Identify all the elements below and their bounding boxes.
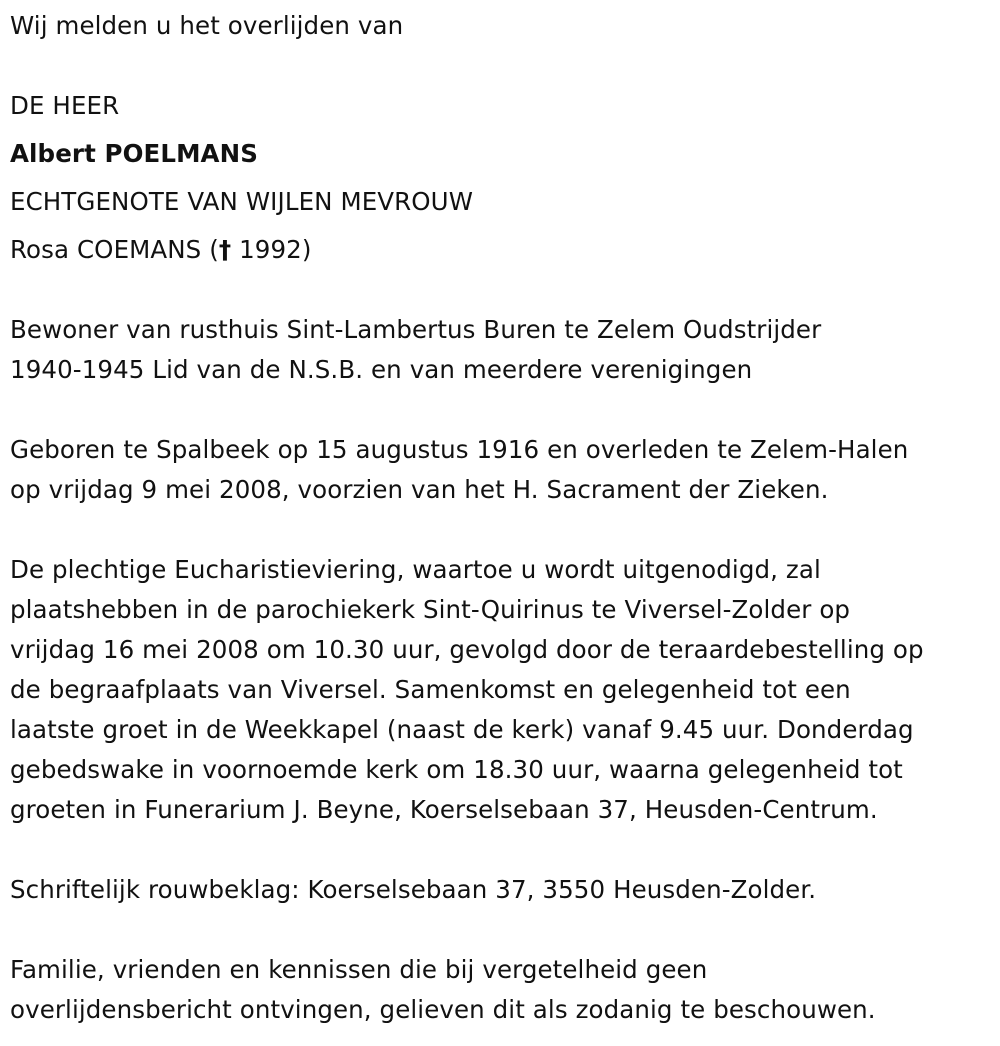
ceremony-line-2: plaatshebben in de parochiekerk Sint-Quirinus te Viversel-Zolder op <box>10 595 851 624</box>
ceremony-line-1: De plechtige Eucharistieviering, waartoe u wordt uitgenodigd, zal <box>10 555 821 584</box>
ceremony-line-3: vrijdag 16 mei 2008 om 10.30 uur, gevolgd door de teraardebestelling op <box>10 635 924 664</box>
ceremony-line-7: groeten in Funerarium J. Beyne, Koerselsebaan 37, Heusden-Centrum. <box>10 795 878 824</box>
closing-line-1: Familie, vrienden en kennissen die bij vergetelheid geen <box>10 955 708 984</box>
spouse-line <box>10 230 312 270</box>
cross-icon: † <box>218 235 232 264</box>
residence-line-1: Bewoner van rusthuis Sint-Lambertus Buren te Zelem Oudstrijder <box>10 315 822 344</box>
ceremony-line-5: laatste groet in de Weekkapel (naast de kerk) vanaf 9.45 uur. Donderdag <box>10 715 914 744</box>
closing-line-2: overlijdensbericht ontvingen, gelieven dit als zodanig te beschouwen. <box>10 995 876 1024</box>
residence-line-2: 1940-1945 Lid van de N.S.B. en van meerdere verenigingen <box>10 355 753 384</box>
birth-death-line-1: Geboren te Spalbeek op 15 augustus 1916 en overleden te Zelem-Halen <box>10 435 909 464</box>
birth-death-line-2: op vrijdag 9 mei 2008, voorzien van het H. Sacrament der Zieken. <box>10 475 829 504</box>
condolence-address: Schriftelijk rouwbeklag: Koerselsebaan 37, 3550 Heusden-Zolder. <box>10 875 817 904</box>
ceremony-line-6: gebedswake in voornoemde kerk om 18.30 uur, waarna gelegenheid tot <box>10 755 903 784</box>
honorific: DE HEER <box>10 91 120 120</box>
spouse-name: Rosa COEMANS ( <box>10 235 219 264</box>
ceremony-line-4: de begraafplaats van Viversel. Samenkomst en gelegenheid tot een <box>10 675 851 704</box>
intro-text: Wij melden u het overlijden van <box>10 11 404 40</box>
spouse-label: ECHTGENOTE VAN WIJLEN MEVROUW <box>10 187 474 216</box>
deceased-name: Albert POELMANS <box>10 139 258 168</box>
spouse-year: 1992) <box>231 235 312 264</box>
